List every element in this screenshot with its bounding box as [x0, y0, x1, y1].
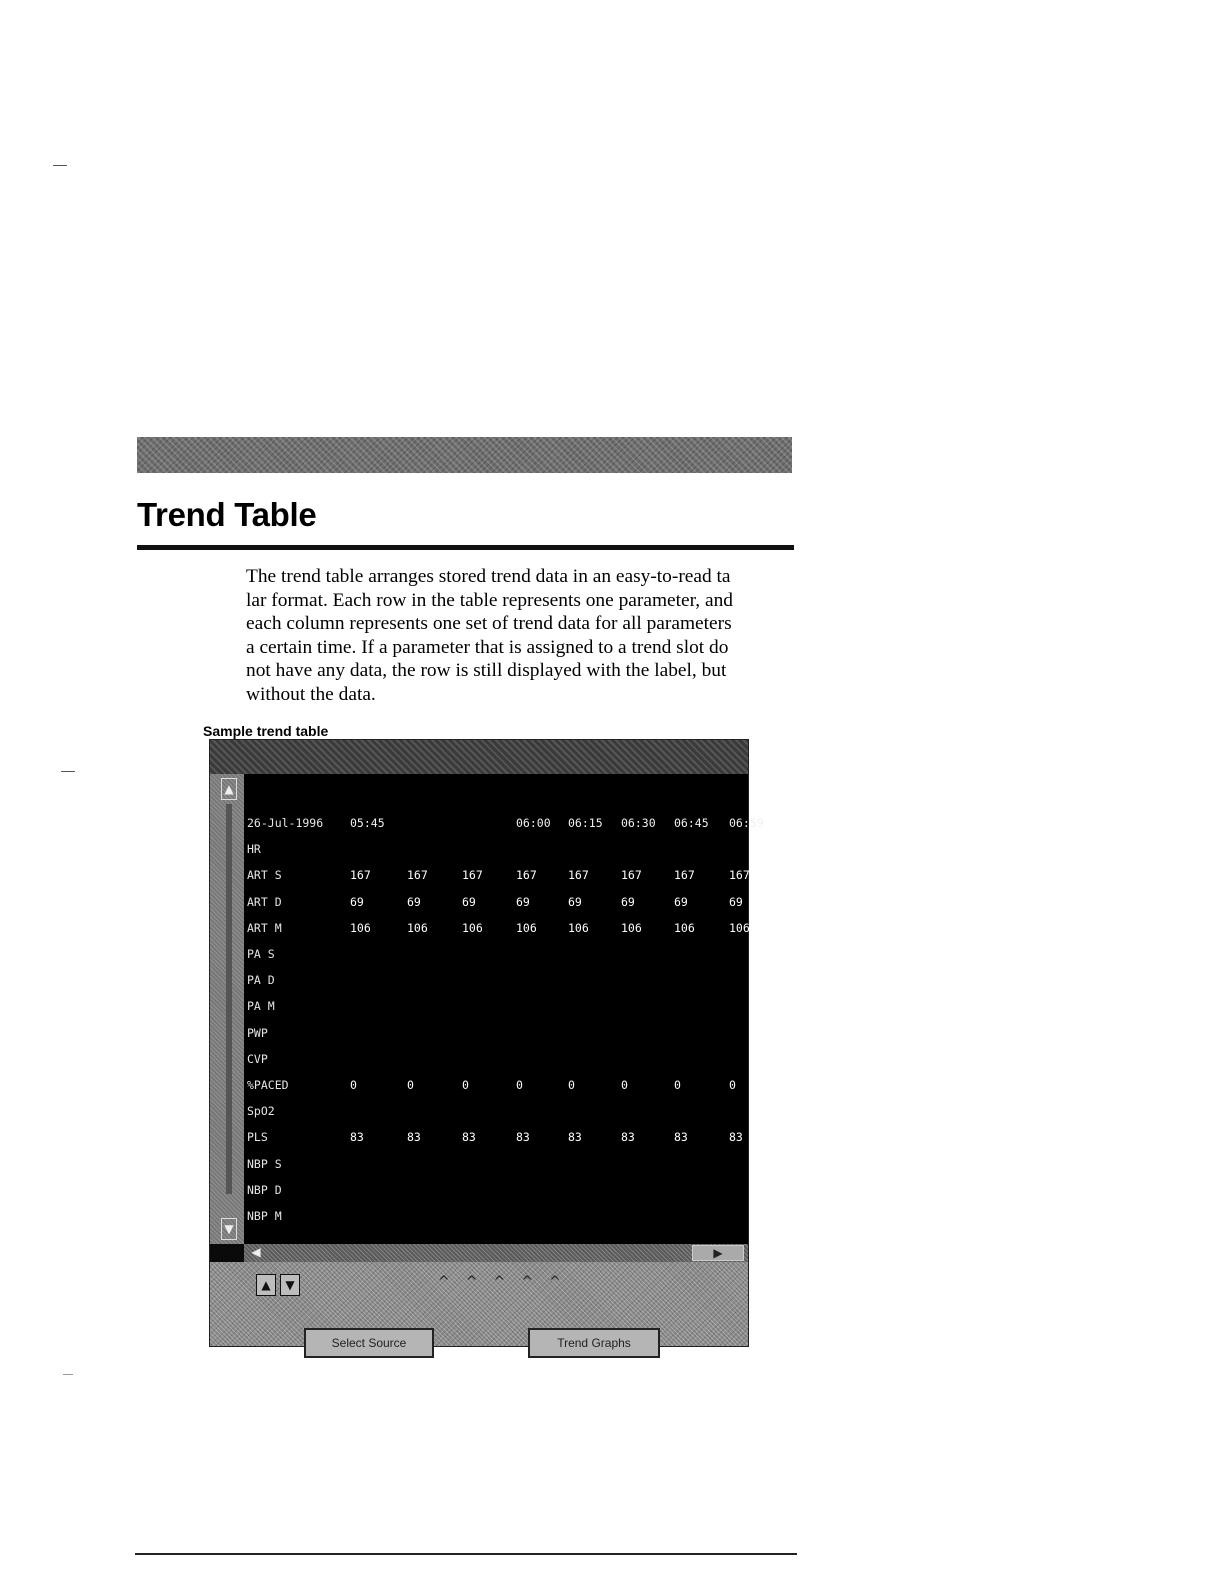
- row-label: %PACED: [247, 1078, 289, 1092]
- table-row: [244, 1155, 744, 1173]
- table-cell: 0: [350, 1078, 357, 1092]
- column-time: 06:15: [568, 816, 603, 830]
- table-row: [244, 945, 744, 963]
- table-cell: 83: [568, 1130, 582, 1145]
- table-cell: 83: [674, 1130, 688, 1145]
- column-time: 06:59: [729, 816, 764, 830]
- table-cell: 106: [516, 920, 537, 935]
- table-cell: 83: [462, 1130, 476, 1145]
- table-row: [244, 1102, 744, 1120]
- column-time: 06:00: [516, 816, 551, 830]
- table-cell: 167: [568, 868, 589, 883]
- arrow-up-icon[interactable]: ^: [548, 1274, 561, 1290]
- row-label: ART S: [247, 868, 282, 883]
- figure-caption: Sample trend table: [203, 723, 329, 739]
- table-cell: 106: [350, 920, 371, 935]
- row-label: SpO2: [247, 1104, 275, 1119]
- table-row: [244, 840, 744, 858]
- row-label: PA D: [247, 973, 275, 988]
- table-cell: 106: [621, 920, 642, 935]
- row-label: NBP S: [247, 1156, 282, 1171]
- table-cell: 83: [516, 1130, 530, 1145]
- table-row: [244, 1076, 744, 1094]
- row-label: PA S: [247, 947, 275, 961]
- table-cell: 69: [568, 894, 582, 909]
- row-label: PA M: [247, 999, 275, 1014]
- arrow-up-icon[interactable]: ^: [493, 1274, 506, 1290]
- column-time: 05:45: [350, 816, 385, 830]
- footer-rule: [135, 1553, 797, 1555]
- table-cell: 83: [407, 1130, 421, 1145]
- horizontal-scrollbar[interactable]: [244, 1244, 748, 1262]
- margin-mark: [61, 771, 75, 772]
- table-cell: 69: [674, 894, 688, 909]
- row-label: HR: [247, 842, 261, 857]
- window-titlebar: [210, 740, 748, 774]
- scroll-thumb[interactable]: [226, 804, 232, 1194]
- table-cell: 106: [407, 920, 428, 935]
- control-icons: [256, 1274, 300, 1296]
- row-label: CVP: [247, 1051, 268, 1066]
- table-cell: 0: [568, 1078, 575, 1092]
- table-cell: 69: [621, 894, 635, 909]
- table-cell: 83: [729, 1130, 743, 1145]
- body-line: each column represents one set of trend data for all parameters: [246, 613, 732, 635]
- column-time: 06:30: [621, 816, 656, 830]
- control-panel: [210, 1262, 748, 1350]
- row-label: ART M: [247, 920, 282, 935]
- trend-graphs-button[interactable]: Trend Graphs: [528, 1328, 660, 1358]
- table-cell: 106: [729, 920, 750, 935]
- table-cell: 167: [729, 868, 750, 883]
- scroll-left-icon[interactable]: ◀: [251, 1245, 261, 1259]
- table-cell: 167: [516, 868, 537, 883]
- table-cell: 69: [407, 894, 421, 909]
- table-cell: 0: [674, 1078, 681, 1092]
- vertical-scrollbar[interactable]: [210, 774, 244, 1244]
- table-cell: 69: [350, 894, 364, 909]
- page-down-icon[interactable]: ▼: [280, 1274, 300, 1296]
- section-header-bar: [137, 437, 792, 473]
- table-row: [244, 1181, 744, 1199]
- table-cell: 69: [462, 894, 476, 909]
- table-cell: 167: [350, 868, 371, 883]
- scroll-right-icon[interactable]: ▶: [692, 1245, 744, 1261]
- scroll-down-icon[interactable]: ▼: [221, 1218, 237, 1240]
- table-row: [244, 1024, 744, 1042]
- row-label: PWP: [247, 1025, 268, 1040]
- table-row: [244, 1207, 744, 1225]
- table-row: [244, 893, 744, 911]
- body-line: not have any data, the row is still displayed with the label, but: [246, 660, 727, 682]
- arrow-up-icon[interactable]: ^: [438, 1274, 450, 1290]
- body-line: lar format. Each row in the table represents one parameter, and: [246, 589, 733, 611]
- table-cell: 0: [407, 1078, 414, 1092]
- table-cell: 83: [350, 1130, 364, 1145]
- row-label: NBP M: [247, 1209, 282, 1223]
- body-line: The trend table arranges stored trend data in an easy-to-read ta: [246, 566, 731, 587]
- table-row: [244, 1050, 744, 1068]
- table-cell: 106: [674, 920, 695, 935]
- table-row: [244, 866, 750, 884]
- body-paragraph: [246, 565, 794, 713]
- table-row: [244, 919, 750, 937]
- row-label: PLS: [247, 1130, 268, 1145]
- interval-arrows: [438, 1274, 561, 1290]
- select-source-button[interactable]: Select Source: [304, 1328, 434, 1358]
- table-date: 26-Jul-1996: [247, 816, 324, 830]
- row-label: NBP D: [247, 1182, 282, 1197]
- margin-mark: [53, 165, 67, 166]
- body-line: a certain time. If a parameter that is assigned to a trend slot do: [246, 636, 729, 658]
- body-line: without the data.: [246, 683, 376, 705]
- table-header-row: [244, 814, 764, 832]
- table-cell: 106: [568, 920, 589, 935]
- arrow-up-icon[interactable]: ^: [521, 1274, 533, 1290]
- table-cell: 167: [407, 868, 428, 883]
- scroll-up-icon[interactable]: ▲: [221, 778, 237, 800]
- table-cell: 69: [729, 894, 743, 909]
- table-cell: 0: [516, 1078, 523, 1092]
- table-cell: 83: [621, 1130, 635, 1145]
- column-time: 06:45: [674, 816, 709, 830]
- table-cell: 69: [516, 894, 530, 909]
- page-up-icon[interactable]: ▲: [256, 1274, 276, 1296]
- row-label: ART D: [247, 894, 282, 909]
- table-cell: 167: [621, 868, 642, 883]
- title-rule: [137, 545, 794, 550]
- margin-mark: [63, 1374, 73, 1375]
- table-row: [244, 1128, 744, 1146]
- table-cell: 0: [462, 1078, 469, 1092]
- table-cell: 167: [462, 868, 483, 883]
- section-title: Trend Table: [137, 496, 317, 533]
- table-row: [244, 971, 744, 989]
- arrow-up-icon[interactable]: ^: [465, 1274, 478, 1290]
- table-cell: 0: [729, 1078, 736, 1092]
- table-cell: 167: [674, 868, 695, 883]
- trend-table-window: [209, 739, 764, 1350]
- table-row: [244, 997, 744, 1015]
- table-cell: 106: [462, 920, 483, 935]
- trend-table-area: [244, 774, 764, 1244]
- table-cell: 0: [621, 1078, 628, 1092]
